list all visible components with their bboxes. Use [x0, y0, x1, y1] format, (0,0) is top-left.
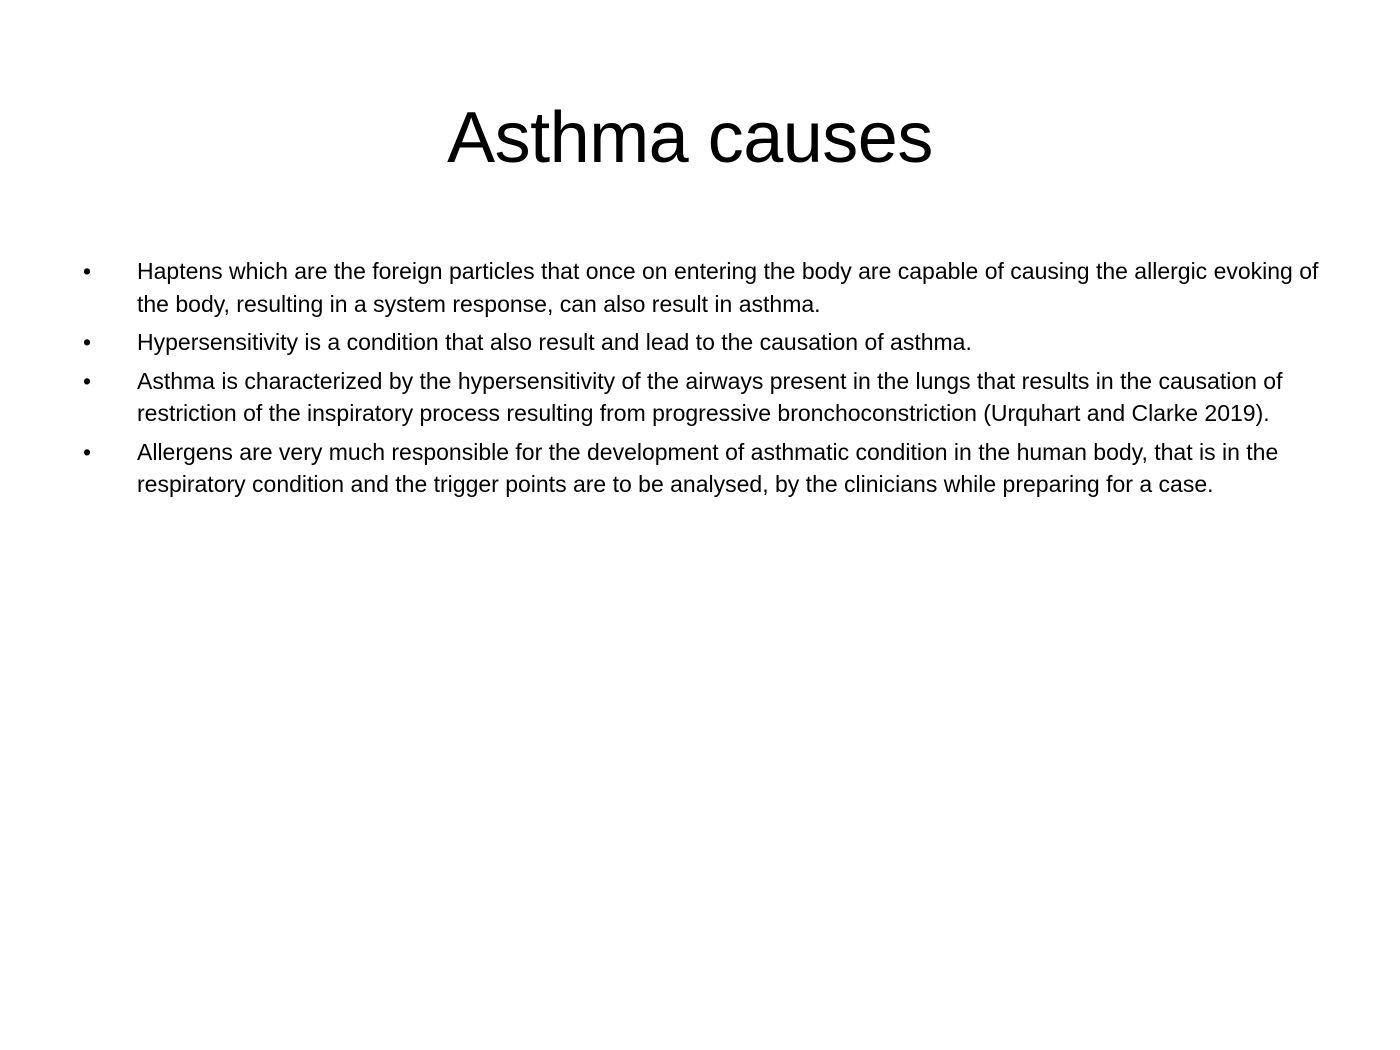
bullet-list: [80, 255, 1325, 507]
slide-title: Asthma causes: [447, 98, 933, 178]
bullet-text: Haptens which are the foreign particles that once on entering the body are capable of causing the allergic evoking of the body, resulting in a system response, can also result in asthma.: [137, 258, 1319, 317]
bullet-marker: •: [83, 258, 92, 284]
bullet-marker: •: [83, 329, 92, 355]
bullet-text: Allergens are very much responsible for the development of asthmatic condition in the human body, that is in the respiratory condition and the trigger points are to be analysed, by the clinicians while preparing for a case.: [137, 438, 1279, 497]
bullet-text: Asthma is characterized by the hypersensitivity of the airways present in the lungs that results in the causation of restriction of the inspiratory process resulting from progressive bronchoconstriction (Urquhart and Clarke 2019).: [137, 367, 1283, 426]
bullet-item-hypersensitivity: [80, 326, 1325, 359]
bullet-marker: •: [83, 438, 92, 465]
bullet-item-airways: [80, 365, 1325, 430]
bullet-text: Hypersensitivity is a condition that also result and lead to the causation of asthma.: [137, 329, 972, 355]
bullet-marker: •: [83, 367, 92, 394]
bullet-item-allergens: [80, 436, 1325, 501]
bullet-item-haptens: [80, 255, 1325, 320]
